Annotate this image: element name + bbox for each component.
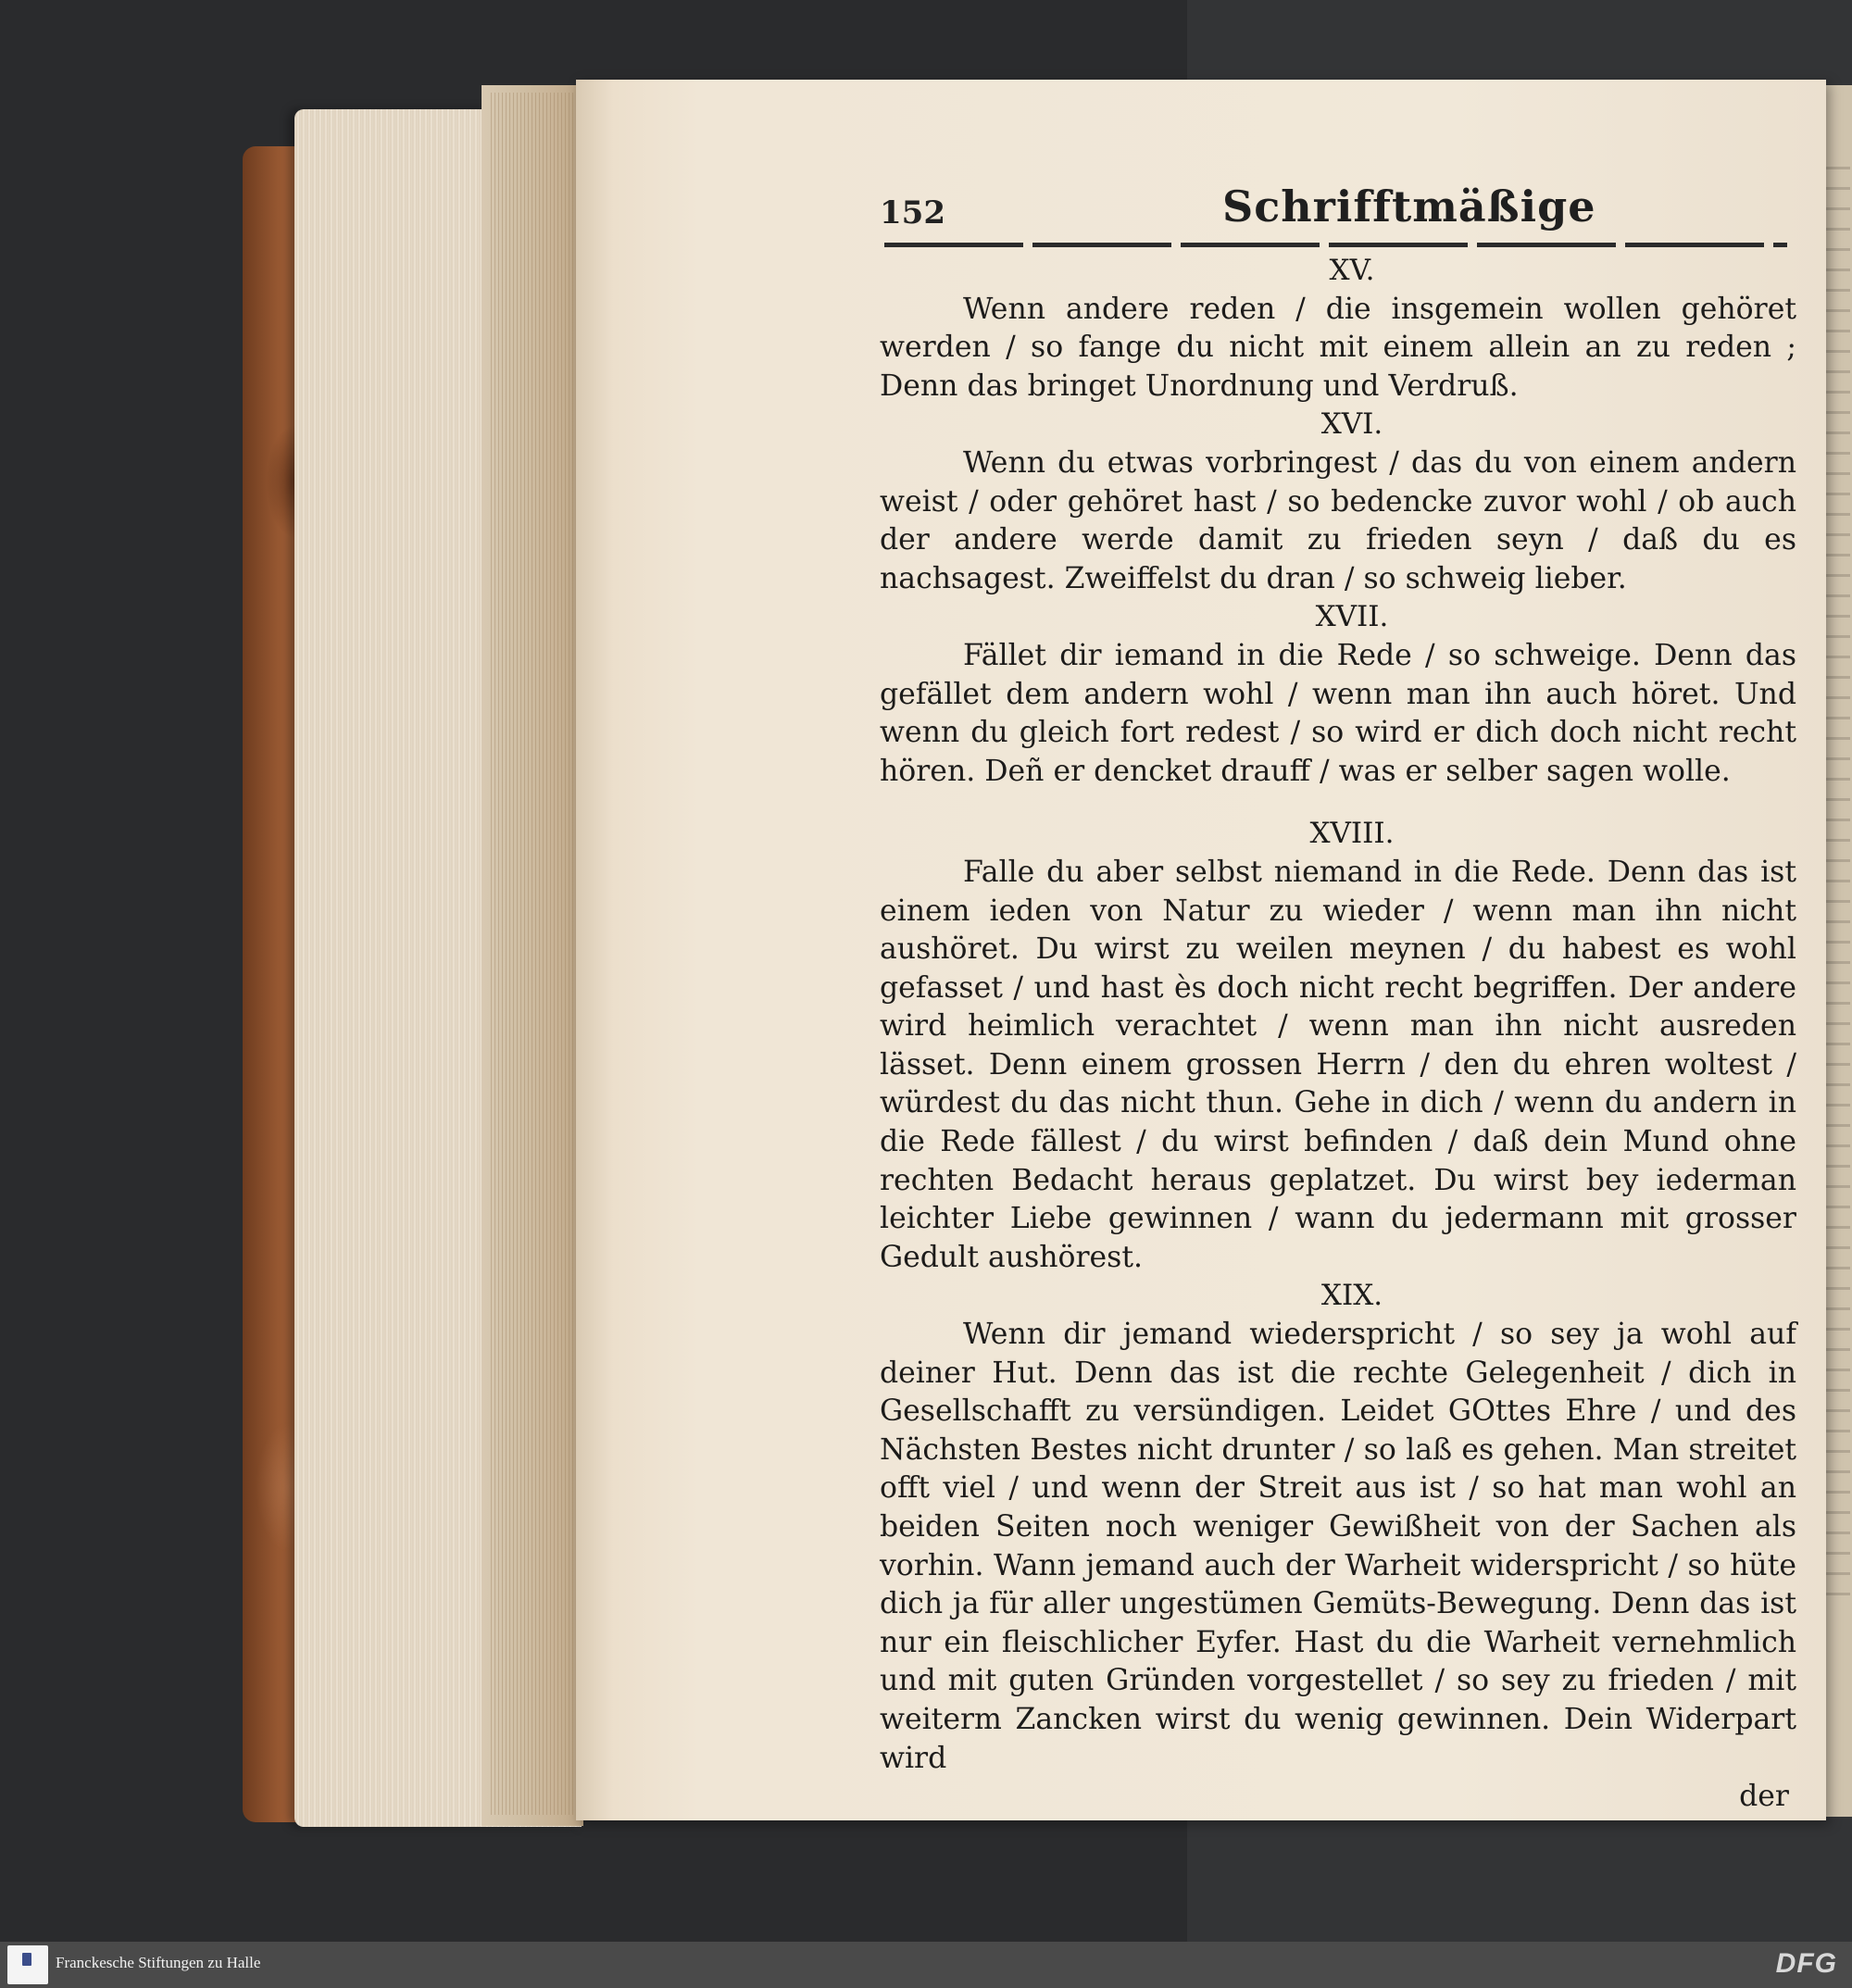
section-gap (880, 791, 1796, 815)
page-edge-lines (491, 93, 580, 1815)
page-number: 152 (880, 194, 945, 231)
institution-logo-icon (7, 1945, 48, 1984)
header-rule (884, 243, 1787, 247)
section-numeral: XV. (1329, 254, 1375, 287)
dfg-logo: DFG (1775, 1948, 1837, 1979)
logo-mark (22, 1953, 31, 1966)
running-title: Schrifftmäßige (1222, 181, 1596, 231)
institution-name: Franckesche Stiftungen zu Halle (56, 1954, 261, 1971)
section-paragraph: Fället dir iemand in die Rede / so schweige. Denn das gefället dem andern wohl / wenn man ihn auch höret. Und wenn du gleich fort redest / so wird er dich doch nicht recht hören. Deñ er dencket drauff / was er selber sagen wolle. (880, 638, 1796, 788)
section-numeral: XVII. (1315, 600, 1389, 634)
section-numeral: XIX. (1320, 1279, 1383, 1313)
section-paragraph: Falle du aber selbst niemand in die Rede. Denn das ist einem ieden von Natur zu wieder / wenn man ihn nicht aushöret. Du wirst zu weilen meynen / du habest es wohl gefasset / und hast ès doch nicht recht begriffen. Der andere wird heimlich verachtet / wenn man ihn nicht ausreden lässet. Denn einem grossen Herrn / den du ehren woltest / würdest du das nicht thun. Gehe in dich / wenn du andern in die Rede fällest / du wirst befinden / daß dein Mund ohne rechten Bedacht heraus geplatzet. Du wirst bey iederman leichter Liebe gewinnen / wann du jedermann mit grosser Gedult aushörest. (880, 855, 1796, 1274)
facing-page-show-through (1822, 167, 1850, 1611)
section-paragraph: Wenn du etwas vorbringest / das du von einem andern weist / oder gehöret hast / so bedencke zuvor wohl / ob auch der andere werde damit zu frieden seyn / daß du es nachsagest. Zweiffelst du dran / so schweig lieber. (880, 445, 1796, 595)
section-paragraph: Wenn dir jemand wiederspricht / so sey ja wohl auf deiner Hut. Denn das ist die rechte Gelegenheit / dich in Gesellschafft zu versündigen. Leidet GOttes Ehre / und des Nächsten Bestes nicht drunter / so laß es gehen. Man streitet offt viel / und wenn der Streit aus ist / so hat man wohl an beiden Seiten noch weniger Gewißheit von der Sachen als vorhin. Wann jemand auch der Warheit widerspricht / so hüte dich ja für aller ungestümen Gemüts-Bewegung. Denn das ist nur ein fleischlicher Eyfer. Hast du die Warheit vernehmlich und mit guten Gründen vorgestellet / so sey zu frieden / mit weiterm Zancken wirst du wenig gewinnen. Dein Widerpart wird (880, 1318, 1796, 1775)
catchword: der (1739, 1780, 1789, 1814)
section-paragraph: Wenn andere reden / die insgemein wollen gehöret werden / so fange du nicht mit einem allein an zu reden ; Denn das bringet Unordnung und Verdruß. (880, 292, 1796, 403)
page-text (880, 252, 1796, 1817)
section-numeral: XVI. (1320, 407, 1383, 442)
viewer-footer (0, 1942, 1852, 1988)
section-numeral: XVIII. (1309, 817, 1395, 851)
